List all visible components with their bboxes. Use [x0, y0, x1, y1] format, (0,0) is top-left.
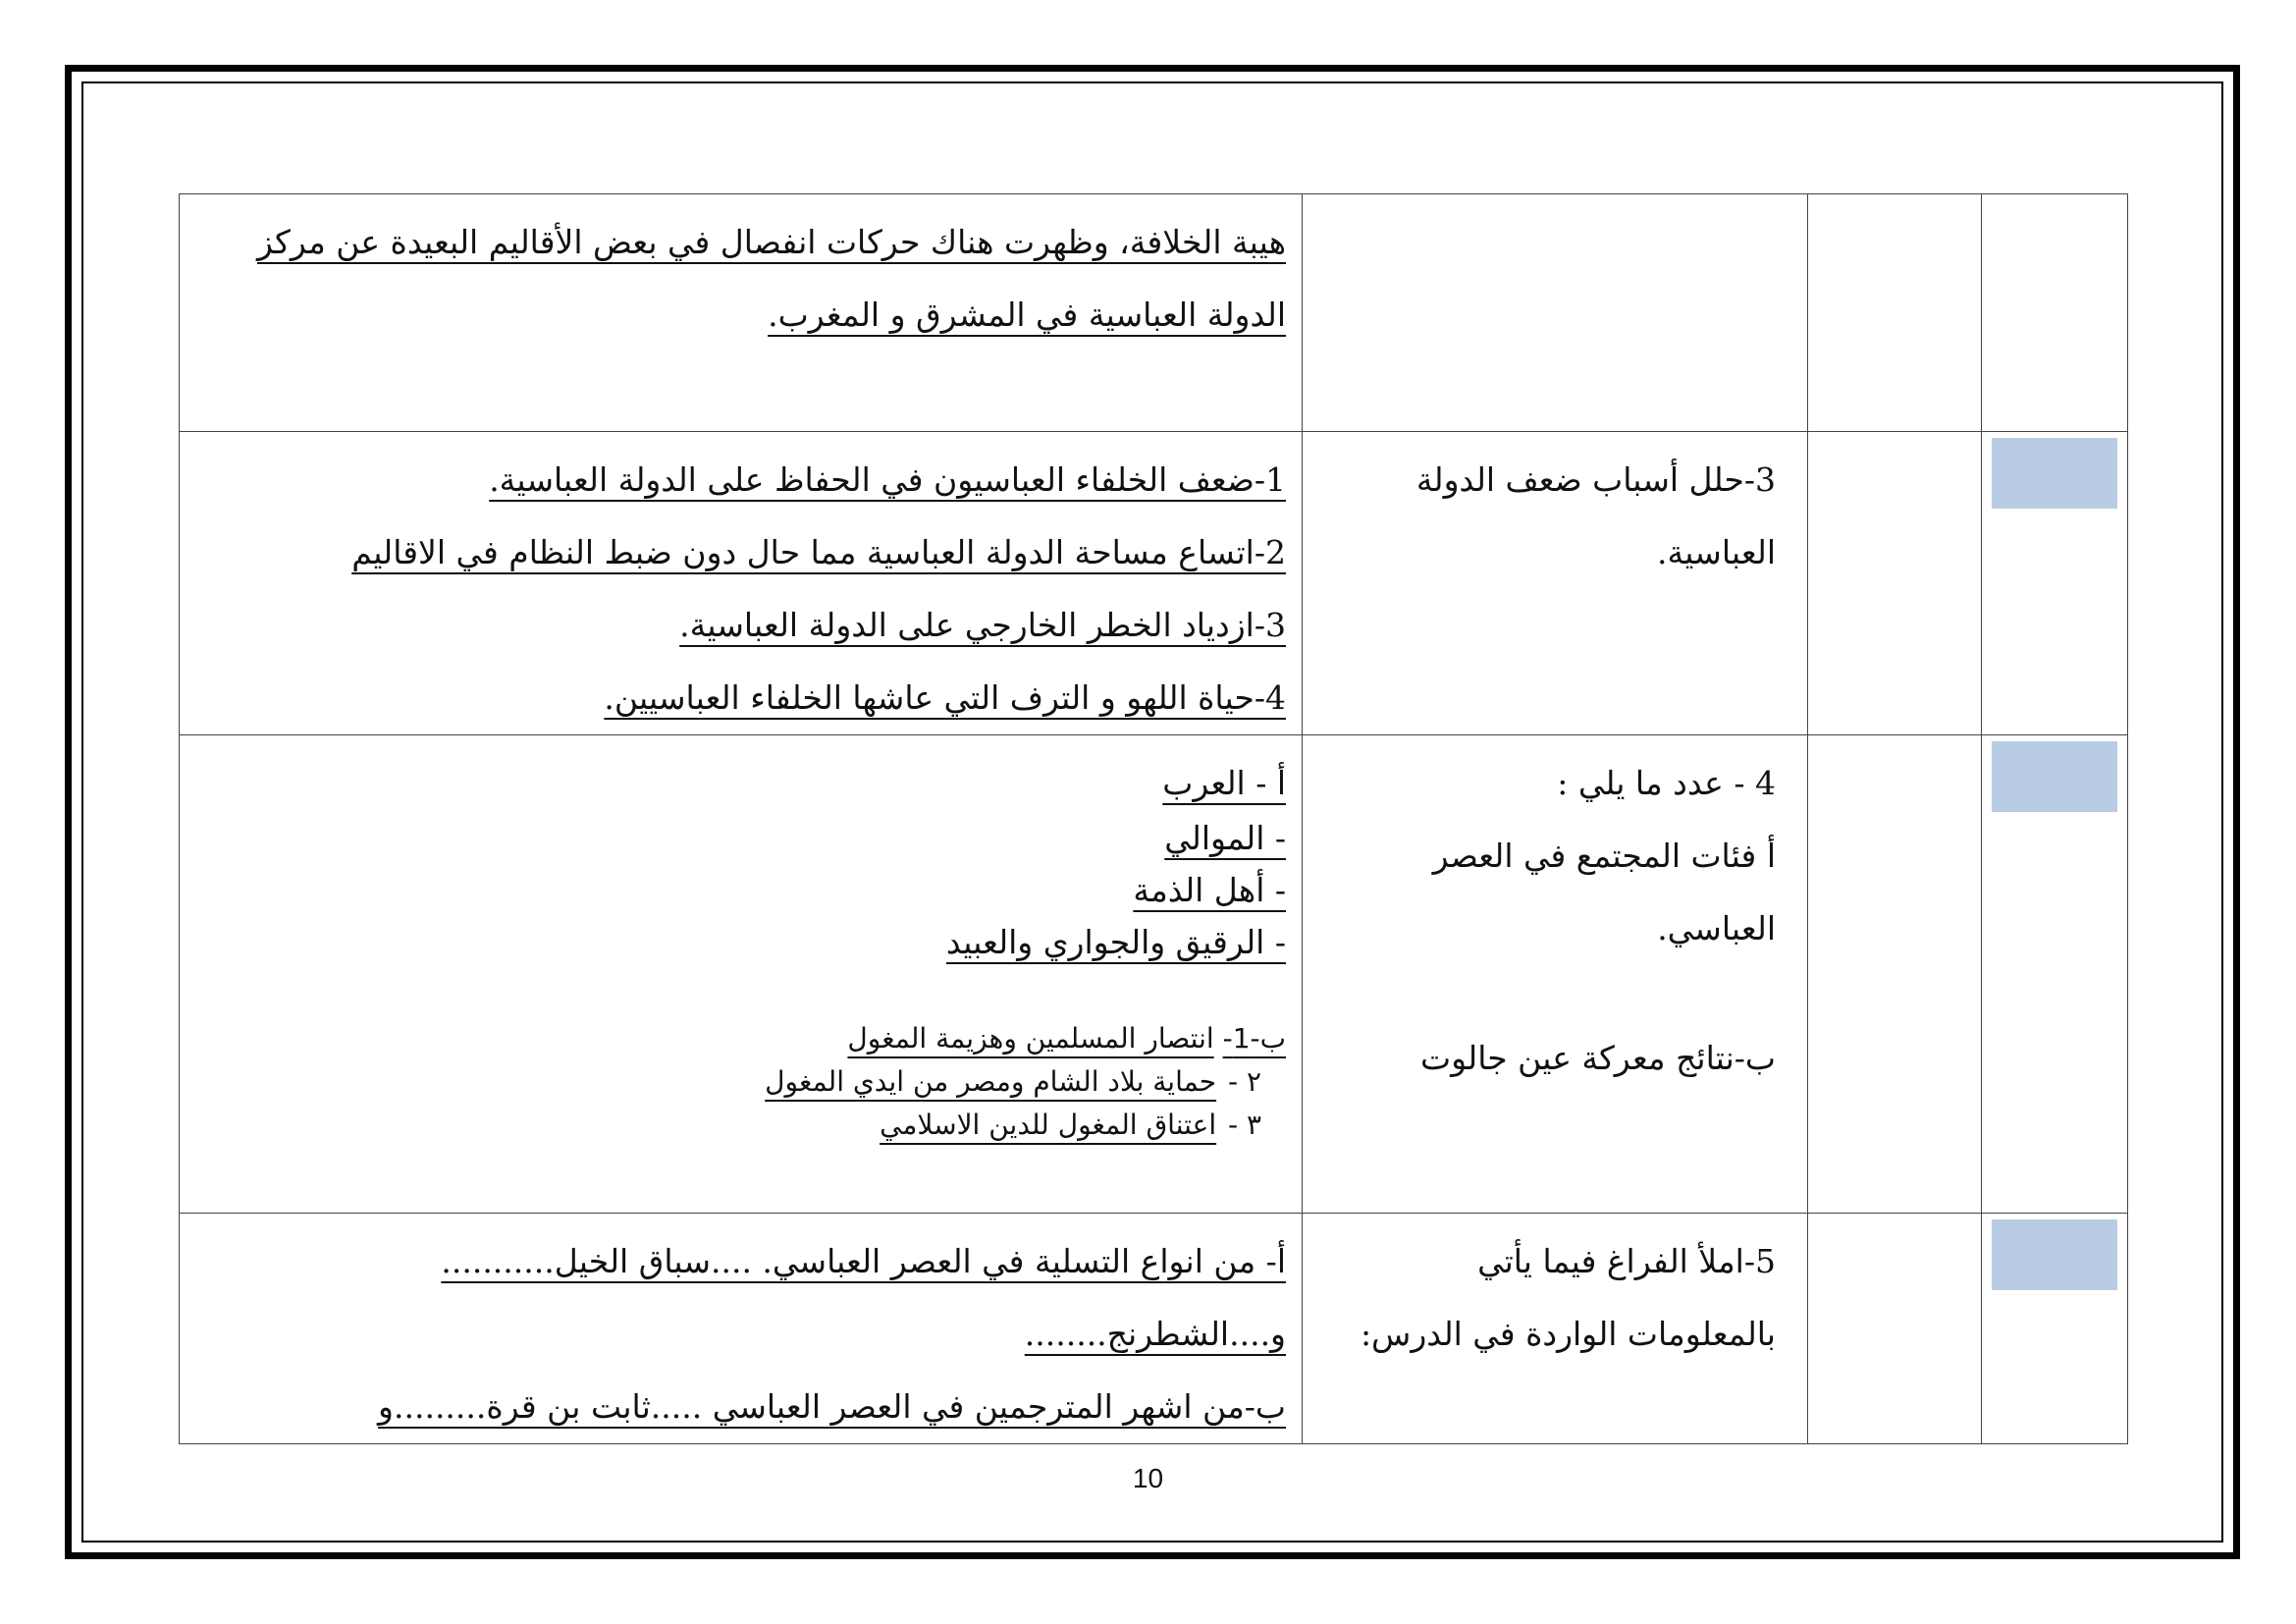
- marker-cell: [1982, 1214, 2128, 1444]
- highlight-marker: [1992, 1219, 2117, 1290]
- marker-cell: [1982, 735, 2128, 1214]
- answer-line: ب-من اشهر المترجمين في العصر العباسي .....ثابت بن قرة.........و: [378, 1387, 1286, 1426]
- mark-cell: [1808, 432, 1982, 735]
- question-line: بالمعلومات الواردة في الدرس:: [1360, 1315, 1776, 1353]
- list-number: ب-1-: [1222, 1022, 1286, 1055]
- answer-line: 2-اتساع مساحة الدولة العباسية مما حال دون ضبط النظام في الاقاليم: [351, 533, 1286, 571]
- answer-line: أ - العرب: [1162, 764, 1286, 802]
- question-cell: [1303, 432, 1808, 735]
- spacer: [1318, 965, 1776, 1022]
- question-line: 5-املأ الفراغ فيما يأتي: [1477, 1242, 1776, 1280]
- mark-cell: [1808, 1214, 1982, 1444]
- question-cell: [1303, 194, 1808, 432]
- answer-line: 4-حياة اللهو و الترف التي عاشها الخلفاء العباسيين.: [604, 678, 1286, 717]
- answer-line: - الموالي: [1164, 819, 1286, 857]
- list-text: حماية بلاد الشام ومصر من ايدي المغول: [765, 1065, 1217, 1098]
- question-cell: [1303, 735, 1808, 1214]
- question-line: العباسية.: [1657, 533, 1776, 571]
- question-line: ب-نتائج معركة عين جالوت: [1420, 1039, 1776, 1077]
- answer-cell: [180, 735, 1303, 1214]
- table-row: [180, 735, 2128, 1214]
- question-line: 4 - عدد ما يلي :: [1557, 764, 1776, 802]
- highlight-marker: [1992, 741, 2117, 812]
- question-cell: [1303, 1214, 1808, 1444]
- answer-cell: [180, 432, 1303, 735]
- list-item: [195, 1104, 1264, 1147]
- table-row: [180, 432, 2128, 735]
- mark-cell: [1808, 194, 1982, 432]
- answer-line: و....الشطرنج........: [1024, 1315, 1286, 1353]
- answer-line: هيبة الخلافة، وظهرت هناك حركات انفصال في بعض الأقاليم البعيدة عن مركز: [256, 223, 1286, 261]
- answer-line: - الرقيق والجواري والعبيد: [945, 923, 1286, 961]
- table-row: [180, 194, 2128, 432]
- list-number: ٣ -: [1227, 1109, 1262, 1141]
- list-text: اعتناق المغول للدين الاسلامي: [880, 1109, 1217, 1141]
- answer-line: - أهل الذمة: [1133, 871, 1286, 909]
- mark-cell: [1808, 735, 1982, 1214]
- answer-key-table: [179, 193, 2128, 1444]
- question-line: 3-حلل أسباب ضعف الدولة: [1415, 460, 1776, 499]
- answer-cell: [180, 1214, 1303, 1444]
- highlight-marker: [1992, 438, 2117, 509]
- question-line: أ فئات المجتمع في العصر: [1432, 837, 1776, 875]
- answer-line: 1-ضعف الخلفاء العباسيون في الحفاظ على الدولة العباسية.: [489, 460, 1286, 499]
- table-row: [180, 1214, 2128, 1444]
- marker-cell: [1982, 432, 2128, 735]
- question-line: العباسي.: [1657, 909, 1776, 947]
- answer-cell: [180, 194, 1303, 432]
- list-number: ٢ -: [1227, 1065, 1262, 1098]
- list-text: انتصار المسلمين وهزيمة المغول: [847, 1022, 1214, 1055]
- answer-line: أ- من انواع التسلية في العصر العباسي. ....سباق الخيل...........: [441, 1242, 1286, 1280]
- list-item: [195, 1060, 1264, 1104]
- page-number: 10: [1132, 1463, 1164, 1493]
- list-item: [195, 1017, 1286, 1060]
- answer-line: الدولة العباسية في المشرق و المغرب.: [768, 296, 1286, 334]
- answer-line: 3-ازدياد الخطر الخارجي على الدولة العباسية.: [679, 606, 1286, 644]
- marker-cell: [1982, 194, 2128, 432]
